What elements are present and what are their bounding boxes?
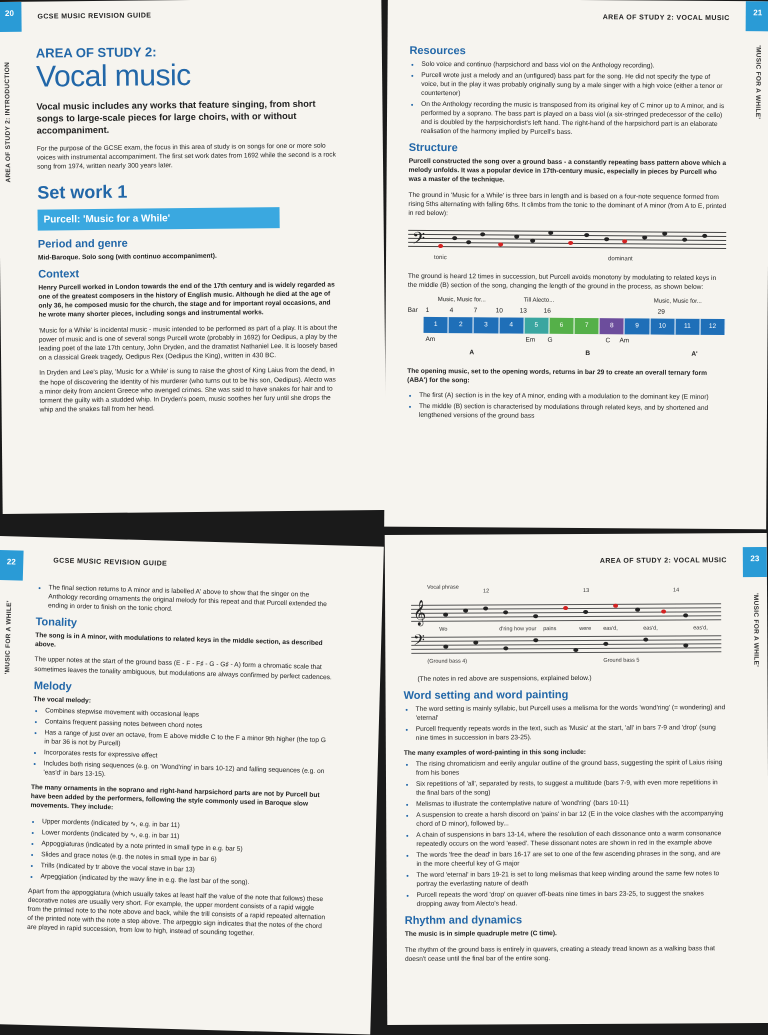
dominant-label: dominant bbox=[608, 256, 633, 263]
list-item: • Appoggiaturas (indicated by a note printed in small type in e.g. bar 5) bbox=[41, 839, 329, 856]
running-head: GCSE MUSIC REVISION GUIDE bbox=[53, 557, 168, 568]
bar-number: 16 bbox=[543, 307, 551, 315]
lyric: pains bbox=[543, 626, 557, 633]
lyric: eas'd, bbox=[643, 625, 658, 632]
list-item: • Solo voice and continuo (harpsichord and bass viol on the Anthology recording). bbox=[421, 60, 727, 71]
ground-cell: 12 bbox=[700, 318, 725, 334]
form-list bbox=[407, 391, 725, 422]
word-painting-bold: The many examples of word-painting in this song include: bbox=[403, 749, 586, 758]
word-list bbox=[404, 703, 726, 743]
page-number-tab bbox=[0, 2, 22, 32]
key-label: G bbox=[547, 336, 553, 344]
list-item: • Purcell wrote just a melody and an (unfigured) bass part for the song. He did not specify the type of voice, but in the play it was probably originally sung by a male singer with a high voice (either a tenor or countertenor) bbox=[421, 71, 727, 100]
ground-cell: 6 bbox=[549, 317, 574, 333]
page-number: 21 bbox=[753, 8, 763, 18]
melody-list bbox=[31, 706, 333, 785]
lyric: were bbox=[579, 625, 592, 632]
context-bold: Henry Purcell worked in London towards the end of the 17th century and is widely regarded as one of the greatest composers in the history of English music. Although he died at the age of only 36, he composed music for the church, the stage and for important royal occasions, and he wrote many shorter pieces, including songs and instrumental works. bbox=[38, 281, 335, 320]
bar-number: 13 bbox=[582, 587, 590, 594]
side-label: 'MUSIC FOR A WHILE' bbox=[4, 600, 14, 675]
bar-marker: Music, Music for... bbox=[437, 296, 486, 303]
list-item: • Arpeggiation (indicated by the wavy line in e.g. the last bar of the song). bbox=[40, 872, 328, 889]
side-label: 'MUSIC FOR A WHILE' bbox=[752, 593, 760, 668]
list-item: • The first (A) section is in the key of A minor, ending with a modulation to the dominant key (E minor) bbox=[419, 391, 725, 402]
melody-intro: The vocal melody: bbox=[33, 695, 92, 705]
intro-bold: Vocal music includes any works that feature singing, from short songs to large-scale pieces for large choirs, with or without accompaniment. bbox=[36, 98, 316, 136]
tonic-label: tonic bbox=[434, 255, 447, 262]
vocal-phrase-label: Vocal phrase bbox=[426, 584, 459, 591]
list-item: • Six repetitions of 'all', separated by rests, to suggest a multitude (bars 7-9, with even more repetitions in the final bars of the song) bbox=[416, 779, 726, 799]
period-heading: Period and genre bbox=[37, 237, 128, 251]
list-item: • Purcell repeats the word 'drop' on quaver off-beats nine times in bars 23-25, to suggest the snakes dropping away from Alecto's head. bbox=[417, 890, 727, 910]
ground-bass-staff bbox=[408, 224, 726, 266]
section-label: B bbox=[585, 349, 591, 357]
key-label: Em bbox=[525, 336, 536, 344]
list-item: • The words 'free the dead' in bars 16-17 are set to one of the few ascending phrases in the song, and are in the more cheerful key of G major bbox=[416, 850, 726, 870]
key-label: Am bbox=[619, 336, 630, 344]
ground-cell: 10 bbox=[650, 318, 675, 334]
page-title: Vocal music bbox=[35, 59, 191, 94]
rhythm-paragraph: The rhythm of the ground bass is entirely in quavers, creating a steady tread known as a walking bass that doesn't cease until the final bar of the entire song. bbox=[404, 944, 715, 963]
period-text: Mid-Baroque. Solo song (with continuo accompaniment). bbox=[37, 252, 217, 262]
page-number-tab bbox=[0, 550, 24, 581]
page-20-content bbox=[36, 42, 340, 421]
key-labels bbox=[407, 332, 725, 362]
ground-cell: 2 bbox=[449, 317, 474, 333]
opening-bold: The opening music, set to the opening words, returns in bar 29 to create an overall ternary form (ABA') for the song: bbox=[407, 367, 707, 385]
closing-paragraph: Apart from the appoggiatura (which usually takes at least half the value of the note that follows) these decorative notes are usually very short. For example, the upper mordent consists of a rapid wiggle from the printed note to the note above and back, while the trill consists of a rapid repeated alternation of the printed note with the note a step above. The arpeggio sign indicates that the notes of the chord are played in rapid succession, from low to high, instead of sounding together. bbox=[26, 887, 326, 938]
key-label: C bbox=[605, 336, 611, 344]
structure-bold: Purcell constructed the song over a ground bass - a constantly repeating bass pattern above which a melody unfolds. It was a popular device in 17th-century music, especially in pieces by Purcell who was a master of the technique. bbox=[408, 157, 727, 184]
bar-label: Bar bbox=[407, 306, 418, 314]
list-item: • Purcell frequently repeats words in the text, such as 'Music' at the start, 'all' in bars 7-9 and 'drop' (sung nine times in succession in bars 23-25). bbox=[416, 723, 726, 743]
resources-list bbox=[409, 60, 728, 138]
lyric: d'ring how your bbox=[499, 626, 537, 633]
rhythm-bold: The music is in simple quadruple metre (C time). bbox=[404, 930, 557, 939]
running-head: AREA OF STUDY 2: VOCAL MUSIC bbox=[599, 557, 727, 565]
ground-cell: 11 bbox=[675, 318, 700, 334]
running-head: GCSE MUSIC REVISION GUIDE bbox=[37, 12, 152, 21]
context-paragraph-3: In Dryden and Lee's play, 'Music for a While' is sung to raise the ghost of King Laius from the dead, in the hope of discovering the identity of his murderer (who turns out to be his son, Oedipus). Alecto was a minor deity from ancient Greece who avenged crimes. She was said to have snakes for hair and to torment the guilty with a studded whip. In Dryden's poem, music soothes her fury until she drops the whip and the snakes fall from her head. bbox=[39, 366, 336, 414]
list-item: • The final section returns to A minor and is labelled A' above to show that the singer on the Anthology recording ornaments the original melody for this repeat and that Purcell extended the ending in order to finish on the tonic chord. bbox=[48, 583, 337, 618]
list-item: • The word setting is mainly syllabic, but Purcell uses a melisma for the words 'wond'ring' (= wondering) and 'eternal' bbox=[416, 703, 726, 723]
treble-clef-icon: 𝄞 bbox=[413, 600, 427, 626]
list-item: • Includes both rising sequences (e.g. on 'Wond'ring' in bars 10-12) and falling sequences (e.g. on 'eas'd' in bars 13-15). bbox=[43, 759, 331, 785]
set-work-heading: Set work 1 bbox=[37, 181, 128, 203]
page-21-content bbox=[407, 43, 728, 428]
bar-number: 29 bbox=[657, 308, 665, 316]
page-22-content bbox=[27, 583, 337, 947]
section-label: A bbox=[469, 348, 475, 356]
page-number-tab bbox=[743, 547, 767, 577]
page-number: 22 bbox=[6, 557, 16, 567]
page-23 bbox=[385, 533, 768, 1025]
list-item: • Contains frequent passing notes between chord notes bbox=[45, 717, 333, 734]
set-work-banner: Purcell: 'Music for a While' bbox=[38, 207, 280, 231]
ground-cell: 3 bbox=[474, 317, 499, 333]
list-item: • The rising chromaticism and eerily angular outline of the ground bass, suggesting the spirit of Laius rising from his bones bbox=[416, 759, 726, 779]
list-item: • A chain of suspensions in bars 13-14, where the resolution of each dissonance onto a warm consonance repeatedly occurs on the word 'eased'. These dissonant notes are shown in red in the example above bbox=[416, 830, 726, 850]
ornaments-list bbox=[28, 817, 330, 889]
bar-number: 7 bbox=[473, 306, 478, 314]
lyric: eas'd, bbox=[603, 625, 618, 632]
ground-cell: 5 bbox=[524, 317, 549, 333]
lyric: Wo bbox=[439, 626, 448, 633]
bar-map bbox=[407, 296, 725, 362]
aos-heading: AREA OF STUDY 2: bbox=[35, 44, 157, 61]
list-item: • Combines stepwise movement with occasional leaps bbox=[45, 706, 333, 723]
rhythm-heading: Rhythm and dynamics bbox=[404, 914, 523, 928]
ornaments-bold: The many ornaments in the soprano and right-hand harpsichord parts are not by Purcell but have been added by the performers, following the style commonly used in Baroque slow movements. They include: bbox=[30, 783, 320, 812]
bar-number: 4 bbox=[449, 306, 454, 314]
list-item: • Lower mordents (indicated by ∿, e.g. in bar 11) bbox=[42, 828, 330, 845]
list-item: • Has a range of just over an octave, from E above middle C to the F a minor 9th higher (the top G in bar 36 is not by Purcell) bbox=[44, 728, 332, 754]
list-item: • Slides and grace notes (e.g. the notes in small type in bar 6) bbox=[41, 850, 329, 867]
painting-list bbox=[404, 759, 727, 910]
side-label: 'MUSIC FOR A WHILE' bbox=[754, 45, 762, 120]
list-item: • The middle (B) section is characterised by modulations through related keys, and by shortened and lengthened versions of the ground bass bbox=[419, 402, 725, 422]
tonality-heading: Tonality bbox=[35, 616, 78, 630]
bar-number: 12 bbox=[483, 588, 490, 595]
bar-number: 10 bbox=[495, 307, 503, 315]
structure-paragraph: The ground in 'Music for a While' is three bars in length and is based on a four-note sequence formed from rising 5ths alternating with falling 6ths. It climbs from the tonic to the dominant of A minor (from A to E, printed in red below): bbox=[408, 191, 727, 218]
ground-bass-4-label: (Ground bass 4) bbox=[427, 658, 468, 665]
bar-marker: Till Alecto... bbox=[523, 297, 555, 304]
page-23-content bbox=[403, 579, 727, 970]
ground-cell: 8 bbox=[600, 318, 625, 334]
context-paragraph-2: 'Music for a While' is incidental music - music intended to be performed as part of a play. It is about the power of music and is one of several songs Purcell wrote (probably in 1692) for Oedipus, a play by the leading poet of the late 17th century, John Dryden, and the dramatist Nathaniel Lee. It is loosely based on a classical Greek tragedy, Oedipus Rex (Oedipus the King), written in 430 BC. bbox=[38, 324, 338, 362]
tonality-paragraph: The upper notes at the start of the ground bass (E - F - F♯ - G - G♯ - A) form a chromatic scale that sometimes leaves the tonality ambiguous, but modulations are always confirmed by perfect cadences. bbox=[34, 656, 332, 681]
final-list bbox=[36, 583, 337, 618]
list-item: • Melismas to illustrate the contemplative nature of 'wond'ring' (bars 10-11) bbox=[416, 799, 726, 810]
structure-heading: Structure bbox=[408, 141, 458, 155]
section-label: A' bbox=[691, 350, 698, 358]
context-heading: Context bbox=[38, 267, 80, 281]
melody-heading: Melody bbox=[33, 679, 72, 693]
page-number-tab bbox=[746, 1, 768, 31]
bar-number: 13 bbox=[519, 307, 527, 315]
side-label: AREA OF STUDY 2: INTRODUCTION bbox=[3, 61, 13, 183]
list-item: • On the Anthology recording the music is transposed from its original key of C minor up to A minor, and is performed by a soprano. The bass part is played on a bass viol (a six-stringed predecessor of the cello) and is doubled by the harpsichordist's left hand. The right-hand of the harpsichord part is an elaborate realisation of the harmony implied by Purcell's bass. bbox=[421, 100, 727, 138]
list-item: • The word 'eternal' in bars 19-21 is set to long melismas that keep winding around the same few notes to portray the everlasting nature of death bbox=[416, 870, 726, 890]
vocal-excerpt bbox=[403, 581, 725, 669]
lyric: eas'd, bbox=[693, 625, 708, 632]
red-note-caption: (The notes in red above are suspensions, explained below.) bbox=[417, 674, 592, 683]
page-21 bbox=[384, 0, 768, 529]
tonality-bold: The song is in A minor, with modulations to related keys in the middle section, as described above. bbox=[34, 632, 323, 649]
list-item: • A suspension to create a harsh discord on 'pains' in bar 12 (E in the voice clashes with the accompanying chord of D minor), followed by... bbox=[416, 810, 726, 830]
intro-paragraph: For the purpose of the GCSE exam, the focus in this area of study is on songs for one or more solo voices with instrumental accompaniment. The first set work dates from 1692 while the second is a rock song from 1974, written nearly 300 years later. bbox=[36, 142, 336, 172]
list-item: • Upper mordents (indicated by ∿, e.g. in bar 11) bbox=[42, 817, 330, 834]
resources-heading: Resources bbox=[409, 44, 466, 58]
bass-clef-icon: 𝄢 bbox=[412, 228, 426, 253]
word-setting-heading: Word setting and word painting bbox=[403, 689, 569, 703]
ground-cell: 4 bbox=[499, 317, 524, 333]
ground-paragraph: The ground is heard 12 times in succession, but Purcell avoids monotony by modulating to related keys in the middle (B) section of the song, changing the length of the ground in the process, as shown below: bbox=[407, 273, 717, 292]
key-label: Am bbox=[425, 335, 436, 343]
ground-bass-5-label: Ground bass 5 bbox=[603, 657, 640, 664]
running-head: AREA OF STUDY 2: VOCAL MUSIC bbox=[602, 14, 730, 23]
bar-marker: Music, Music for... bbox=[653, 298, 702, 305]
page-number: 20 bbox=[4, 8, 14, 18]
bar-number: 14 bbox=[672, 587, 680, 594]
ground-cell: 7 bbox=[575, 318, 600, 334]
ground-cell: 1 bbox=[424, 317, 449, 333]
page-20 bbox=[0, 0, 387, 514]
bar-number: 1 bbox=[425, 306, 430, 314]
bass-clef-icon: 𝄢 bbox=[413, 631, 425, 653]
page-22 bbox=[0, 536, 384, 1035]
list-item: • Trills (indicated by tr above the vocal stave in bar 13) bbox=[41, 861, 329, 878]
page-number: 23 bbox=[750, 554, 760, 564]
list-item: • Incorporates rests for expressive effect bbox=[44, 748, 332, 765]
ground-cell: 9 bbox=[625, 318, 650, 334]
